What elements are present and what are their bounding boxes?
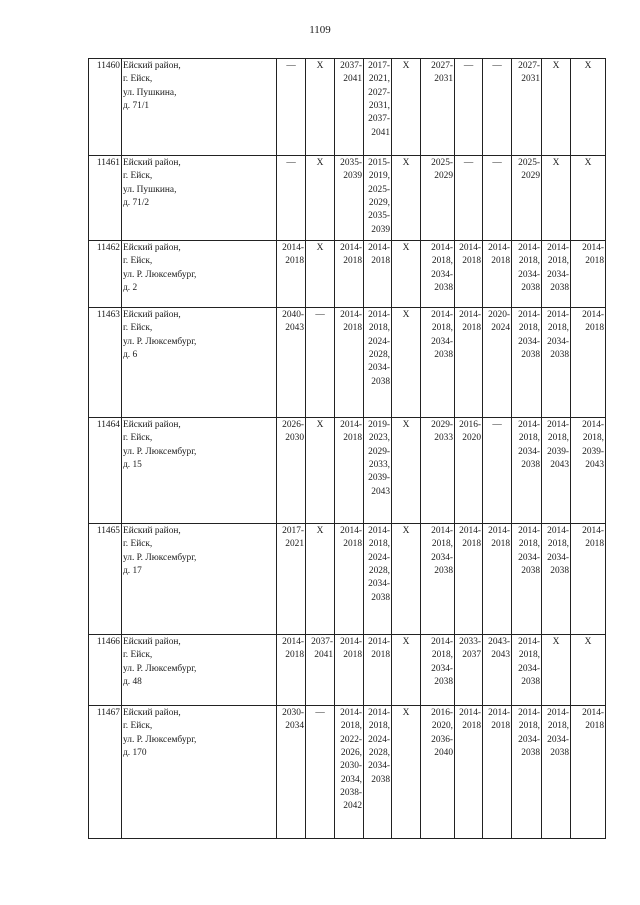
schedule-table	[88, 58, 606, 839]
period-cell: 2030- 2034	[277, 706, 306, 839]
period-cell: 2033- 2037	[455, 635, 483, 706]
period-cell: X	[392, 418, 421, 524]
table-row	[89, 706, 606, 839]
period-cell: 2025- 2029	[512, 156, 542, 241]
period-cell: —	[277, 156, 306, 241]
row-number: 11462	[89, 241, 122, 308]
period-cell: 2014- 2018	[483, 524, 512, 635]
period-cell: —	[455, 59, 483, 156]
period-cell: X	[392, 308, 421, 418]
address-cell: Ейский район, г. Ейск, ул. Р. Люксембург, д. 6	[122, 308, 277, 418]
period-cell: 2014- 2018	[571, 308, 606, 418]
address-cell: Ейский район, г. Ейск, ул. Р. Люксембург, д. 170	[122, 706, 277, 839]
period-cell: 2020- 2024	[483, 308, 512, 418]
period-cell: —	[306, 308, 335, 418]
period-cell: 2014- 2018, 2034- 2038	[542, 706, 571, 839]
table-body	[89, 59, 606, 839]
period-cell: X	[571, 59, 606, 156]
period-cell: 2014- 2018, 2034- 2038	[512, 706, 542, 839]
period-cell: 2014- 2018, 2034- 2038	[542, 524, 571, 635]
period-cell: 2014- 2018	[335, 241, 364, 308]
period-cell: —	[277, 59, 306, 156]
row-number: 11467	[89, 706, 122, 839]
row-number: 11464	[89, 418, 122, 524]
period-cell: 2014- 2018, 2034- 2038	[542, 241, 571, 308]
row-number: 11460	[89, 59, 122, 156]
period-cell: —	[306, 706, 335, 839]
table-row	[89, 524, 606, 635]
period-cell: 2014- 2018	[483, 241, 512, 308]
period-cell: X	[306, 156, 335, 241]
period-cell: 2014- 2018, 2034- 2038	[421, 635, 455, 706]
period-cell: 2014- 2018	[277, 241, 306, 308]
period-cell: 2016- 2020, 2036- 2040	[421, 706, 455, 839]
address-cell: Ейский район, г. Ейск, ул. Р. Люксембург, д. 15	[122, 418, 277, 524]
period-cell: 2014- 2018	[455, 524, 483, 635]
period-cell: 2014- 2018	[335, 524, 364, 635]
period-cell: X	[306, 418, 335, 524]
period-cell: 2017- 2021, 2027- 2031, 2037- 2041	[364, 59, 392, 156]
table-row	[89, 418, 606, 524]
period-cell: X	[392, 59, 421, 156]
period-cell: X	[571, 635, 606, 706]
period-cell: 2027- 2031	[421, 59, 455, 156]
period-cell: 2026- 2030	[277, 418, 306, 524]
period-cell: X	[542, 156, 571, 241]
period-cell: 2017- 2021	[277, 524, 306, 635]
period-cell: 2037- 2041	[306, 635, 335, 706]
period-cell: 2014- 2018, 2039- 2043	[542, 418, 571, 524]
period-cell: X	[392, 635, 421, 706]
period-cell: X	[571, 156, 606, 241]
period-cell: X	[542, 635, 571, 706]
period-cell: 2043- 2043	[483, 635, 512, 706]
page-number: 1109	[309, 24, 331, 36]
table-row	[89, 241, 606, 308]
row-number: 11463	[89, 308, 122, 418]
period-cell: 2014- 2018, 2034- 2038	[421, 308, 455, 418]
period-cell: 2040- 2043	[277, 308, 306, 418]
period-cell: 2014- 2018	[364, 635, 392, 706]
period-cell: X	[542, 59, 571, 156]
table-row	[89, 635, 606, 706]
address-cell: Ейский район, г. Ейск, ул. Р. Люксембург, д. 17	[122, 524, 277, 635]
period-cell: 2014- 2018	[335, 635, 364, 706]
row-number: 11465	[89, 524, 122, 635]
period-cell: 2019- 2023, 2029- 2033, 2039- 2043	[364, 418, 392, 524]
period-cell: X	[392, 706, 421, 839]
period-cell: 2014- 2018	[571, 524, 606, 635]
period-cell: 2014- 2018	[483, 706, 512, 839]
period-cell: 2014- 2018	[571, 706, 606, 839]
table-row	[89, 156, 606, 241]
period-cell: 2014- 2018	[335, 418, 364, 524]
period-cell: —	[483, 418, 512, 524]
period-cell: 2037- 2041	[335, 59, 364, 156]
period-cell: 2014- 2018	[455, 241, 483, 308]
period-cell: 2014- 2018, 2024- 2028, 2034- 2038	[364, 706, 392, 839]
period-cell: 2014- 2018, 2034- 2038	[512, 241, 542, 308]
period-cell: 2014- 2018, 2024- 2028, 2034- 2038	[364, 308, 392, 418]
row-number: 11461	[89, 156, 122, 241]
address-cell: Ейский район, г. Ейск, ул. Р. Люксембург, д. 48	[122, 635, 277, 706]
address-cell: Ейский район, г. Ейск, ул. Р. Люксембург, д. 2	[122, 241, 277, 308]
period-cell: 2014- 2018, 2034- 2038	[512, 308, 542, 418]
period-cell: X	[392, 524, 421, 635]
period-cell: 2014- 2018	[455, 308, 483, 418]
period-cell: 2025- 2029	[421, 156, 455, 241]
period-cell: —	[455, 156, 483, 241]
period-cell: 2035- 2039	[335, 156, 364, 241]
period-cell: 2015- 2019, 2025- 2029, 2035- 2039	[364, 156, 392, 241]
period-cell: 2014- 2018, 2034- 2038	[512, 524, 542, 635]
address-cell: Ейский район, г. Ейск, ул. Пушкина, д. 71/1	[122, 59, 277, 156]
period-cell: 2014- 2018, 2039- 2043	[571, 418, 606, 524]
period-cell: 2016- 2020	[455, 418, 483, 524]
address-cell: Ейский район, г. Ейск, ул. Пушкина, д. 71/2	[122, 156, 277, 241]
period-cell: X	[306, 241, 335, 308]
period-cell: 2014- 2018, 2024- 2028, 2034- 2038	[364, 524, 392, 635]
period-cell: X	[306, 524, 335, 635]
row-number: 11466	[89, 635, 122, 706]
table-row	[89, 308, 606, 418]
period-cell: 2014- 2018, 2034- 2038	[421, 524, 455, 635]
table-row	[89, 59, 606, 156]
period-cell: —	[483, 59, 512, 156]
period-cell: 2029- 2033	[421, 418, 455, 524]
period-cell: X	[392, 156, 421, 241]
period-cell: 2014- 2018, 2034- 2038	[421, 241, 455, 308]
period-cell: 2014- 2018, 2034- 2038	[512, 635, 542, 706]
period-cell: 2027- 2031	[512, 59, 542, 156]
period-cell: 2014- 2018	[455, 706, 483, 839]
period-cell: 2014- 2018, 2034- 2038	[512, 418, 542, 524]
period-cell: 2014- 2018	[571, 241, 606, 308]
period-cell: 2014- 2018	[277, 635, 306, 706]
period-cell: 2014- 2018	[364, 241, 392, 308]
period-cell: 2014- 2018	[335, 308, 364, 418]
period-cell: X	[306, 59, 335, 156]
period-cell: 2014- 2018, 2022- 2026, 2030- 2034, 2038- 2042	[335, 706, 364, 839]
period-cell: 2014- 2018, 2034- 2038	[542, 308, 571, 418]
period-cell: —	[483, 156, 512, 241]
period-cell: X	[392, 241, 421, 308]
